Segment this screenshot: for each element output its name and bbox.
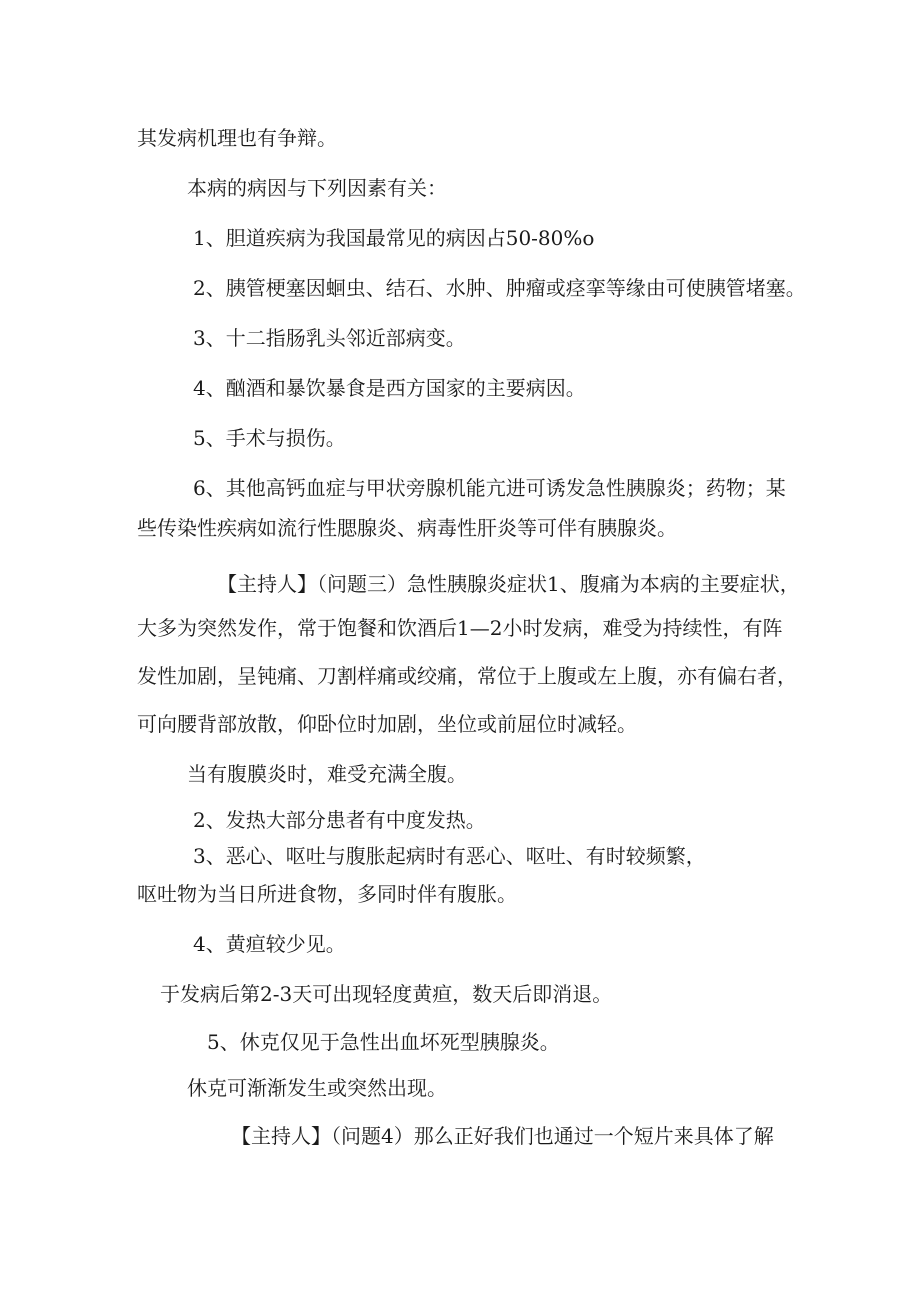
paragraph-line: 当有腹膜炎时，难受充满全腹。 [187,762,467,786]
paragraph-line: 休克可渐渐发生或突然出现。 [187,1076,447,1100]
list-item: 3、十二指肠乳头邻近部病变。 [193,326,466,350]
list-item: 1、胆道疾病为我国最常见的病因占50-80%o [193,226,595,250]
paragraph-line: 于发病后第2-3天可出现轻度黄疸，数天后即消退。 [160,982,613,1006]
list-item: 5、手术与损伤。 [193,426,346,450]
host-question-line: 【主持人】（问题4）那么正好我们也通过一个短片来具体了解 [231,1124,774,1148]
host-question-line: 【主持人】（问题三）急性胰腺炎症状1、腹痛为本病的主要症状， [217,572,800,596]
list-item: 2、发热大部分患者有中度发热。 [193,808,486,832]
paragraph-line: 其发病机理也有争辩。 [137,126,337,150]
paragraph-line: 大多为突然发作，常于饱餐和饮酒后1—2小时发病，难受为持续性，有阵 [137,616,783,640]
paragraph-line: 发性加剧，呈钝痛、刀割样痛或绞痛，常位于上腹或左上腹，亦有偏右者， [137,664,797,688]
list-item: 2、胰管梗塞因蛔虫、结石、水肿、肿瘤或痉挛等缘由可使胰管堵塞。 [193,276,806,300]
paragraph-line: 些传染性疾病如流行性腮腺炎、病毒性肝炎等可伴有胰腺炎。 [137,516,677,540]
paragraph-line: 可向腰背部放散，仰卧位时加剧，坐位或前屈位时减轻。 [137,712,637,736]
list-item: 5、休克仅见于急性出血坏死型胰腺炎。 [207,1030,560,1054]
list-item: 4、酗酒和暴饮暴食是西方国家的主要病因。 [193,376,586,400]
paragraph-line: 本病的病因与下列因素有关： [187,176,447,200]
list-item: 3、恶心、呕吐与腹胀起病时有恶心、呕吐、有时较频繁， [193,844,706,868]
paragraph-line: 呕吐物为当日所进食物，多同时伴有腹胀。 [137,882,517,906]
list-item: 6、其他高钙血症与甲状旁腺机能亢进可诱发急性胰腺炎；药物；某 [193,476,786,500]
list-item: 4、黄疸较少见。 [193,932,346,956]
